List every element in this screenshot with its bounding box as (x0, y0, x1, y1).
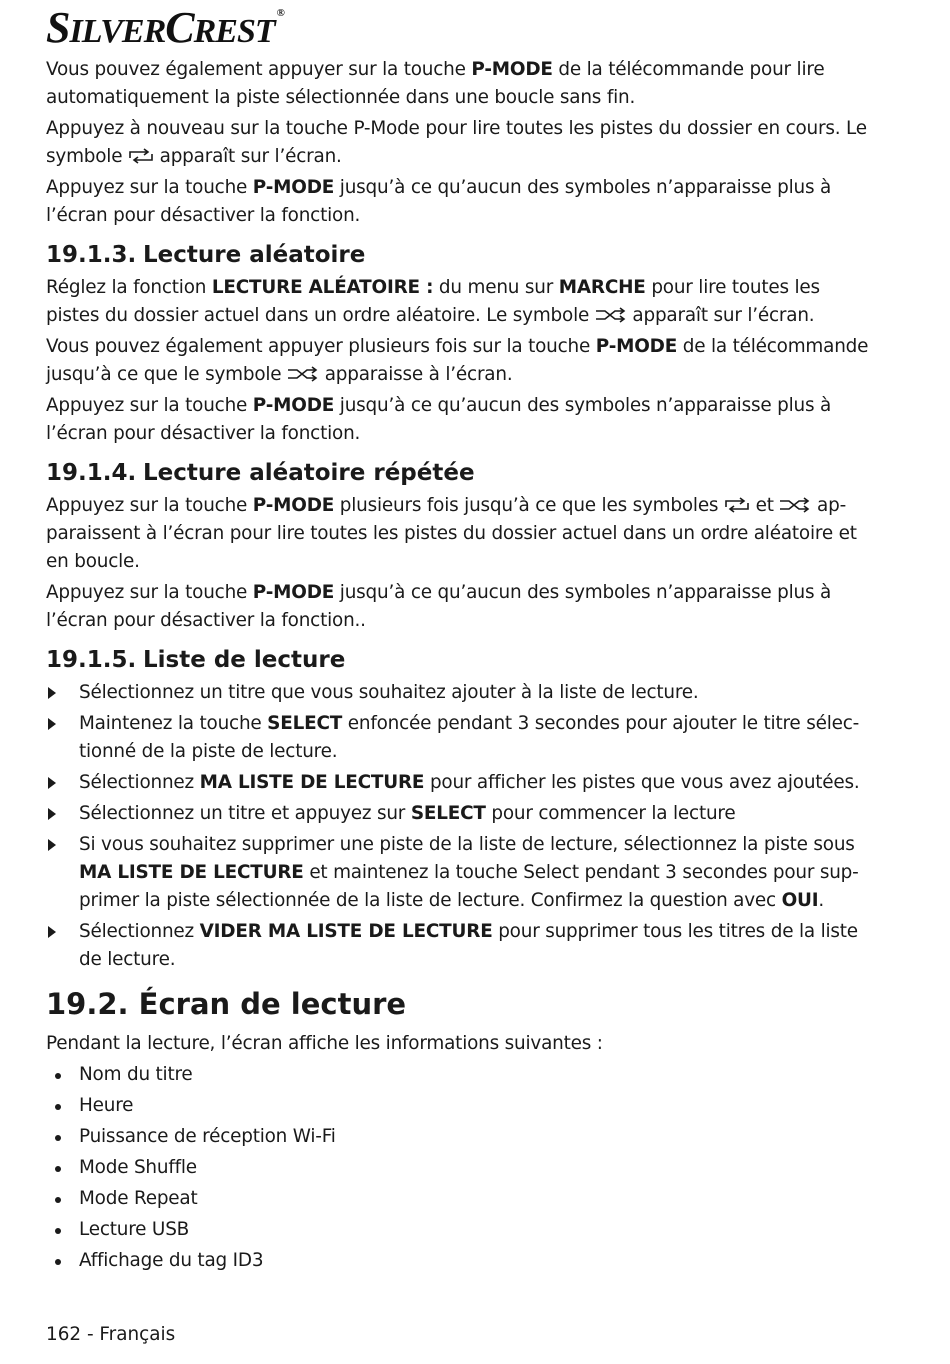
bullet-dot-icon (55, 1166, 61, 1172)
bullet-arrow-icon (48, 718, 56, 730)
bullet-dot-icon (55, 1073, 61, 1079)
bullet-dot-icon (55, 1259, 61, 1265)
bullet-arrow-icon (48, 687, 56, 699)
bullet-dot-icon (55, 1228, 61, 1234)
bullet-dot-icon (55, 1197, 61, 1203)
bullet-arrow-icon (48, 808, 56, 820)
list-item: Maintenez la touche SELECT enfoncée pendant 3 secondes pour ajouter le titre sélectionné de la piste de lecture. (46, 710, 876, 766)
list-item: Sélectionnez un titre que vous souhaitez ajouter à la liste de lecture. (46, 679, 876, 707)
paragraph-shuffle-remote: Vous pouvez également appuyer plusieurs fois sur la touche P-MODE de la télécommande jusqu’à ce que le symbole apparaisse à l’écran. (46, 336, 869, 385)
bullet-arrow-icon (48, 926, 56, 938)
bullet-dot-icon (55, 1135, 61, 1141)
shuffle-icon (595, 307, 627, 323)
page-footer: 162 - Français (46, 1324, 176, 1345)
list-item: Sélectionnez VIDER MA LISTE DE LECTURE pour supprimer tous les titres de la liste de lecture. (46, 918, 876, 974)
list-item: Mode Repeat (46, 1185, 876, 1213)
list-item: Sélectionnez un titre et appuyez sur SELECT pour commencer la lecture (46, 800, 876, 828)
list-item: Affichage du tag ID3 (46, 1247, 876, 1275)
section-heading-19-1-3: 19.1.3. Lecture aléatoire (46, 242, 366, 268)
paragraph-shuffle-repeat-deactivate: Appuyez sur la touche P-MODE jusqu’à ce qu’aucun des symboles n’apparaisse plus à l’écran pour désactiver la fonction.. (46, 582, 832, 631)
registered-mark: ® (276, 7, 284, 19)
paragraph-shuffle-setting: Réglez la fonction LECTURE ALÉATOIRE : du menu sur MARCHE pour lire toutes les pistes du dossier actuel dans un ordre aléatoire. Le symbole apparaît sur l’écran. (46, 277, 820, 326)
paragraph-repeat-folder: Appuyez à nouveau sur la touche P-Mode pour lire toutes les pistes du dossier en cours. Le symbole apparaît sur l’écran. (46, 118, 867, 167)
paragraph-shuffle-repeat: Appuyez sur la touche P-MODE plusieurs fois jusqu’à ce que les symboles et apparaissent à l’écran pour lire toutes les pistes du dossier actuel dans un ordre aléatoire et en boucle. (46, 495, 857, 572)
shuffle-icon (287, 366, 319, 382)
section-heading-19-1-4: 19.1.4. Lecture aléatoire répétée (46, 460, 475, 486)
playlist-steps (46, 679, 876, 974)
list-item: Si vous souhaitez supprimer une piste de la liste de lecture, sélectionnez la piste sous MA LISTE DE LECTURE et maintenez la touche Select pendant 3 secondes pour supprimer la piste sélectionnée de la liste de lecture. Confirmez la question avec OUI. (46, 831, 876, 915)
paragraph-display-intro: Pendant la lecture, l’écran affiche les informations suivantes : (46, 1033, 603, 1054)
bullet-arrow-icon (48, 777, 56, 789)
silvercrest-logo (46, 2, 284, 53)
list-item: Lecture USB (46, 1216, 876, 1244)
repeat-icon (724, 497, 750, 513)
list-item: Sélectionnez MA LISTE DE LECTURE pour afficher les pistes que vous avez ajoutées. (46, 769, 876, 797)
repeat-icon (128, 148, 154, 164)
shuffle-icon (779, 497, 811, 513)
document-body (46, 56, 876, 1278)
section-heading-19-1-5: 19.1.5. Liste de lecture (46, 647, 346, 673)
paragraph-deactivate: Appuyez sur la touche P-MODE jusqu’à ce qu’aucun des symboles n’apparaisse plus à l’écran pour désactiver la fonction. (46, 177, 832, 226)
paragraph-repeat-one: Vous pouvez également appuyer sur la touche P-MODE de la télécommande pour lire automatiquement la piste sélectionnée dans une boucle sans fin. (46, 59, 825, 108)
section-heading-19-2: 19.2. Écran de lecture (46, 987, 407, 1021)
logo-text: SILVERCREST (46, 3, 275, 52)
paragraph-shuffle-deactivate: Appuyez sur la touche P-MODE jusqu’à ce qu’aucun des symboles n’apparaisse plus à l’écran pour désactiver la fonction. (46, 395, 832, 444)
list-item: Nom du titre (46, 1061, 876, 1089)
bullet-dot-icon (55, 1104, 61, 1110)
bullet-arrow-icon (48, 839, 56, 851)
list-item: Heure (46, 1092, 876, 1120)
list-item: Puissance de réception Wi-Fi (46, 1123, 876, 1151)
display-info-list (46, 1061, 876, 1275)
list-item: Mode Shuffle (46, 1154, 876, 1182)
